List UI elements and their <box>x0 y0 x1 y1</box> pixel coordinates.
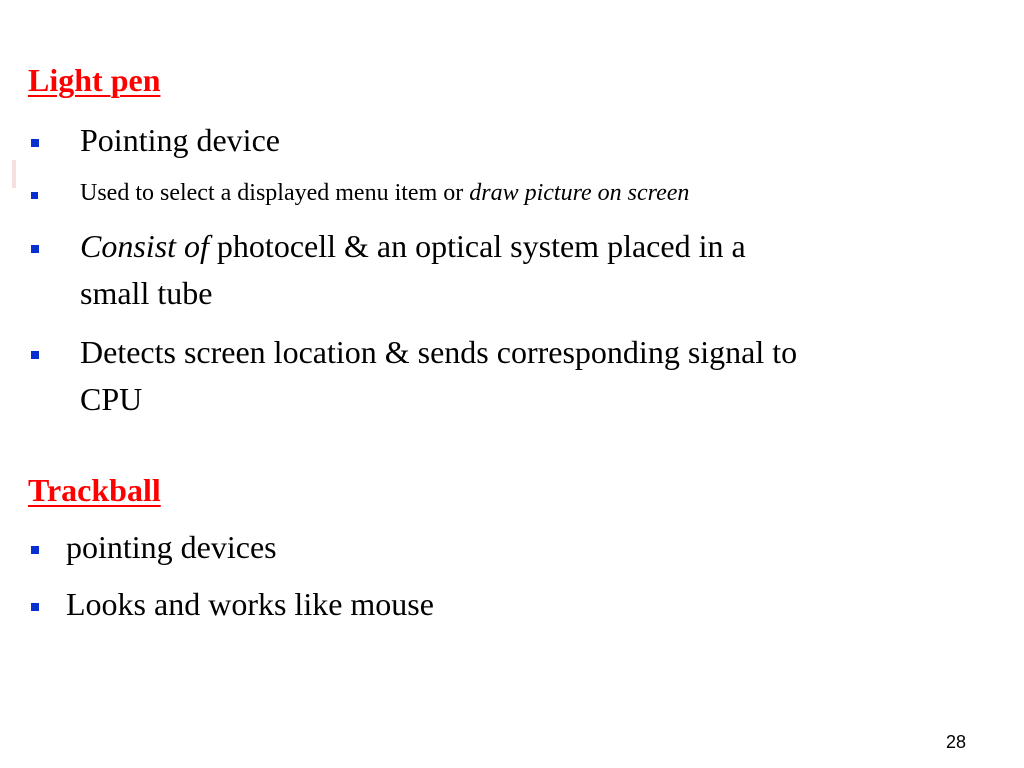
bullet-text-continuation: small tube <box>80 275 213 311</box>
square-bullet-icon <box>31 245 39 253</box>
bullet-text-plain: photocell & an optical system placed in a <box>208 228 746 264</box>
bullet-text: Pointing device <box>80 122 280 158</box>
bullet-text-italic: Consist of <box>80 228 209 264</box>
section-heading-trackball: Trackball <box>28 472 161 508</box>
bullet-text-plain: Used to select a displayed menu item or <box>80 180 470 206</box>
bullet-text: Detects screen location & sends corresponding signal to <box>80 334 798 370</box>
bullet-text <box>80 223 746 270</box>
decorative-edge-mark <box>12 160 16 188</box>
bullet-text: pointing devices <box>66 529 277 565</box>
bullet-text: Looks and works like mouse <box>66 586 434 622</box>
bullet-text <box>80 178 689 208</box>
bullet-text-continuation: CPU <box>80 381 143 417</box>
square-bullet-icon <box>31 546 39 554</box>
page-number: 28 <box>945 732 966 752</box>
bullet-text-italic: draw picture on screen <box>469 180 690 206</box>
square-bullet-icon <box>31 603 39 611</box>
square-bullet-icon <box>31 351 39 359</box>
section-heading-light-pen: Light pen <box>28 62 161 98</box>
square-bullet-icon <box>31 139 39 147</box>
square-bullet-icon <box>31 192 38 199</box>
